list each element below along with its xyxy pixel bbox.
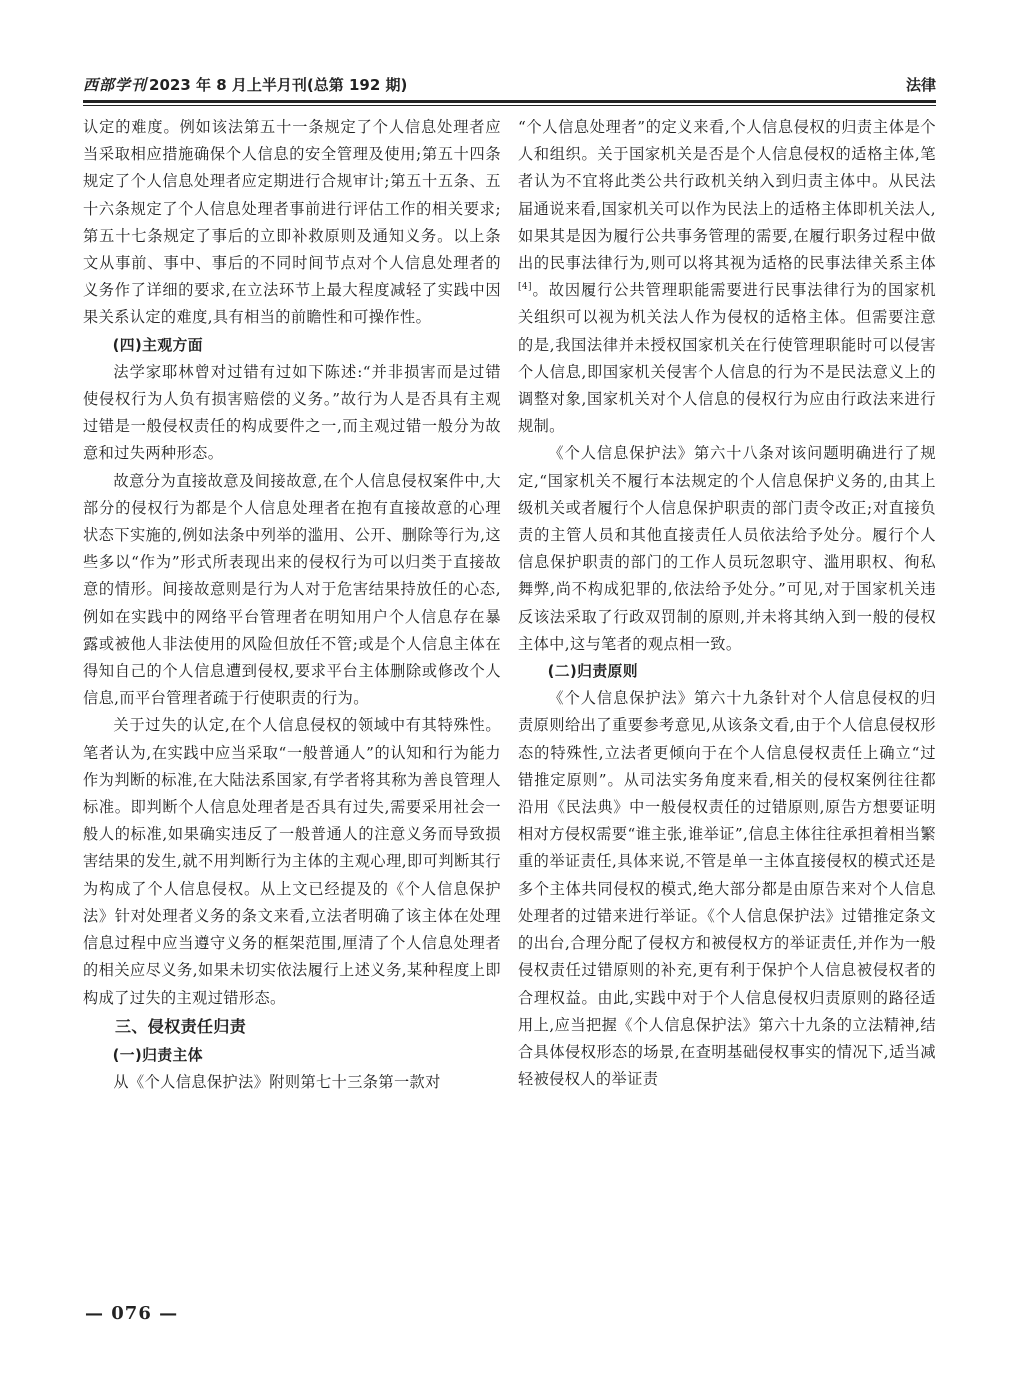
right-column xyxy=(518,114,936,1093)
paragraph xyxy=(518,114,936,440)
journal-issue xyxy=(83,74,407,95)
running-header xyxy=(83,70,936,100)
chapter-heading: 三、侵权责任归责 xyxy=(115,1016,247,1036)
left-column xyxy=(83,114,501,1096)
paragraph: 《个人信息保护法》第六十九条针对个人信息侵权的归责原则给出了重要参考意见,从该条文看,由于个人信息侵权形态的特殊性,立法者更倾向于在个人信息侵权责任上确立“过错推定原则”。从司法实务角度来看,相关的侵权案例往往都沿用《民法典》中一般侵权责任的过错原则,原告方想要证明相对方侵权需要“谁主张,谁举证”,信息主体往往承担着相当繁重的举证责任,具体来说,不管是单一主体直接侵权的模式还是多个主体共同侵权的模式,绝大部分都是由原告来对个人信息处理者的过错来进行举证。《个人信息保护法》过错推定条文的出台,合理分配了侵权方和被侵权方的举证责任,并作为一般侵权责任过错原则的补充,更有利于保护个人信息被侵权者的合理权益。由此,实践中对于个人信息侵权归责原则的路径适用上,应当把握《个人信息保护法》第六十九条的立法精神,结合具体侵权形态的场景,在查明基础侵权事实的情况下,适当减轻被侵权人的举证责 xyxy=(518,689,936,1089)
section-heading: (四)主观方面 xyxy=(112,336,203,354)
section-heading: (二)归责原则 xyxy=(547,663,638,681)
paragraph: 关于过失的认定,在个人信息侵权的领域中有其特殊性。笔者认为,在实践中应当采取“一般普通人”的认知和行为能力作为判断的标准,在大陆法系国家,有学者将其称为善良管理人标准。即判断个人信息处理者是否具有过失,需要采用社会一般人的标准,如果确实违反了一般普通人的注意义务而导致损害结果的发生,就不用判断行为主体的主观心理,即可判断其行为构成了个人信息侵权。从上文已经提及的《个人信息保护法》针对处理者义务的条文来看,立法者明确了该主体在处理信息过程中应当遵守义务的框架范围,厘清了个人信息处理者的相关应尽义务,如果未切实依法履行上述义务,某种程度上即构成了过失的主观过错形态。 xyxy=(83,716,501,1007)
paragraph: 故意分为直接故意及间接故意,在个人信息侵权案件中,大部分的侵权行为都是个人信息处理者在抱有直接故意的心理状态下实施的,例如法条中列举的滥用、公开、删除等行为,这些多以“作为”形式所表现出来的侵权行为可以归类于直接故意的情形。间接故意则是行为人对于危害结果持放任的心态,例如在实践中的网络平台管理者在明知用户个人信息存在暴露或被他人非法使用的风险但放任不管;或是个人信息主体在得知自己的个人信息遭到侵权,要求平台主体删除或修改个人信息,而平台管理者疏于行使职责的行为。 xyxy=(83,471,501,708)
citation-ref: [4] xyxy=(518,282,532,293)
paragraph: 认定的难度。例如该法第五十一条规定了个人信息处理者应当采取相应措施确保个人信息的安全管理及使用;第五十四条规定了个人信息处理者应定期进行合规审计;第五十五条、五十六条规定了个人信息处理者事前进行评估工作的相关要求;第五十七条规定了事后的立即补救原则及通知义务。以上条文从事前、事中、事后的不同时间节点对个人信息处理者的义务作了详细的要求,在立法环节上最大程度减轻了实践中因果关系认定的难度,具有相当的前瞻性和可操作性。 xyxy=(83,118,501,327)
page-number: — 076 — xyxy=(85,1303,179,1324)
section-name: 法律 xyxy=(905,76,936,94)
paragraph-text: 。故因履行公共管理职能需要进行民事法律行为的国家机关组织可以视为机关法人作为侵权的适格主体。但需要注意的是,我国法律并未授权国家机关在行使管理职能时可以侵害个人信息,即国家机关侵害个人信息的行为不是民法意义上的调整对象,国家机关对个人信息的侵权行为应由行政法来进行规制。 xyxy=(518,281,936,436)
paragraph: 从《个人信息保护法》附则第七十三条第一款对 xyxy=(113,1072,441,1091)
issue-info: 2023 年 8 月上半月刊(总第 192 期) xyxy=(149,76,408,94)
section-heading: (一)归责主体 xyxy=(112,1046,203,1064)
paragraph-text: “个人信息处理者”的定义来看,个人信息侵权的归责主体是个人和组织。关于国家机关是否是个人信息侵权的适格主体,笔者认为不宜将此类公共行政机关纳入到归责主体中。从民法届通说来看,国家机关可以作为民法上的适格主体即机关法人,如果其是因为履行公共事务管理的需要,在履行职务过程中做出的民事法律行为,则可以将其视为适格的民事法律关系主体 xyxy=(518,118,936,273)
journal-logo: 西部学刊 xyxy=(83,76,148,94)
header-rule-thin xyxy=(83,105,936,106)
header-rule-thick xyxy=(83,100,936,103)
paragraph: 法学家耶林曾对过错有过如下陈述:“并非损害而是过错使侵权行为人负有损害赔偿的义务。”故行为人是否具有主观过错是一般侵权责任的构成要件之一,而主观过错一般分为故意和过失两种形态。 xyxy=(83,362,501,463)
paragraph: 《个人信息保护法》第六十八条对该问题明确进行了规定,“国家机关不履行本法规定的个人信息保护义务的,由其上级机关或者履行个人信息保护职责的部门责令改正;对直接负责的主管人员和其他直接责任人员依法给予处分。履行个人信息保护职责的部门的工作人员玩忽职守、滥用职权、徇私舞弊,尚不构成犯罪的,依法给予处分。”可见,对于国家机关违反该法采取了行政双罚制的原则,并未将其纳入到一般的侵权主体中,这与笔者的观点相一致。 xyxy=(518,444,936,653)
